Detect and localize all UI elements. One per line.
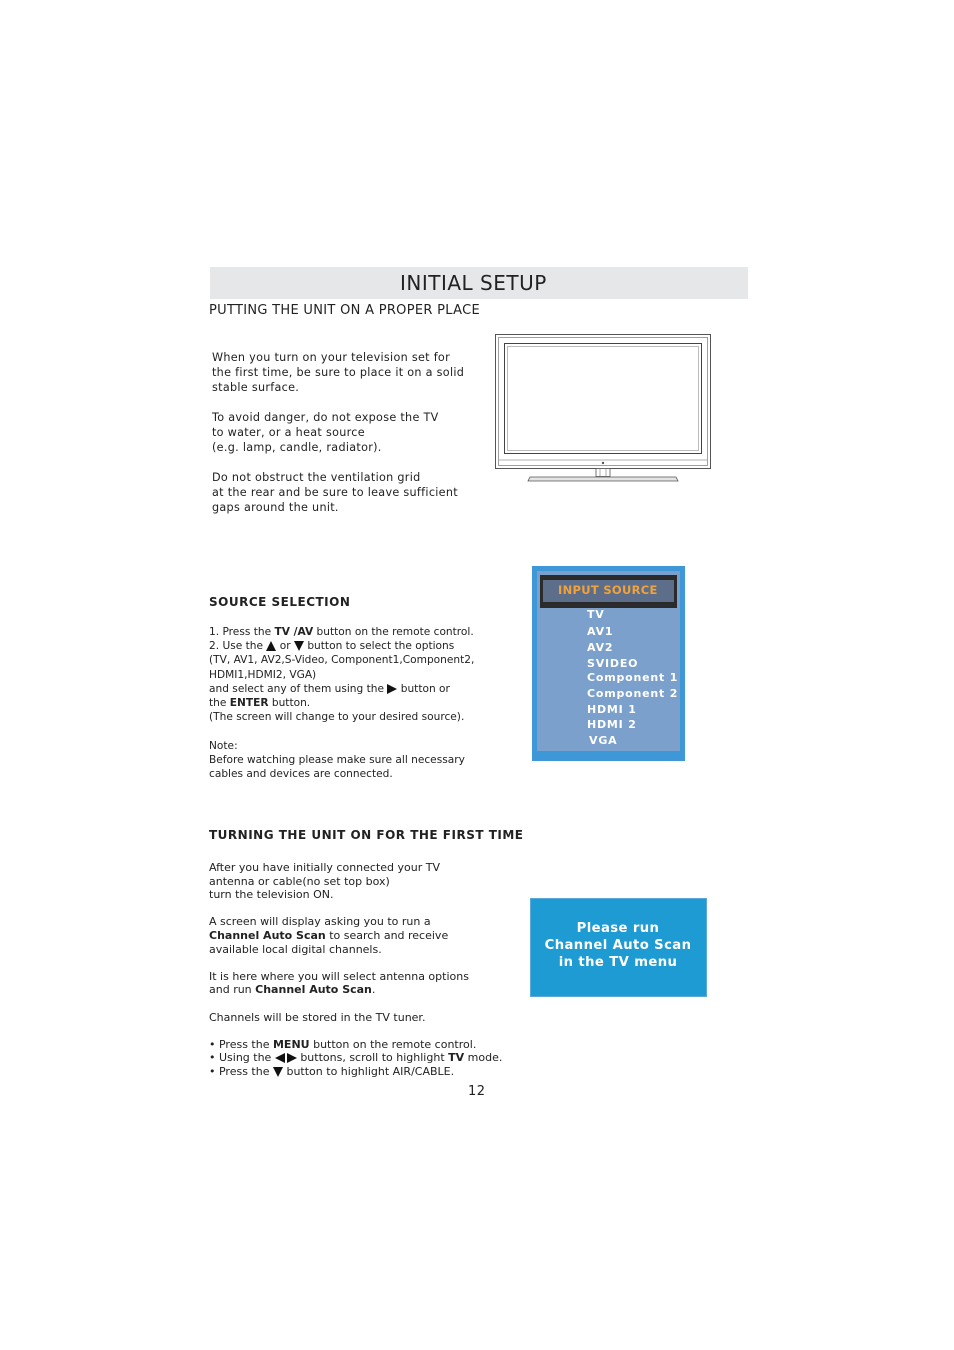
placement-line: to water, or a heat source <box>212 426 365 439</box>
screen-change-line: (The screen will change to your desired source). <box>209 711 465 724</box>
step-1: 1. Press the TV /AV button on the remote control. <box>209 626 474 638</box>
text-line: It is here where you will select antenna options <box>209 969 469 983</box>
placement-line: the first time, be sure to place it on a solid <box>212 366 465 379</box>
page-number: 12 <box>468 1084 486 1099</box>
placement-line: When you turn on your television set for <box>212 351 450 364</box>
placement-line: stable surface. <box>212 381 300 394</box>
down-arrow-icon <box>273 1067 283 1077</box>
right-arrow-icon <box>287 1053 297 1063</box>
section-heading-placement: PUTTING THE UNIT ON A PROPER PLACE <box>209 303 480 318</box>
right-arrow-icon <box>387 684 397 694</box>
placement-line: gaps around the unit. <box>212 501 339 514</box>
menu-item-hdmi-2[interactable]: HDMI 2 <box>587 718 637 731</box>
tv-mode-term: TV <box>448 1051 465 1065</box>
bullet-air-cable: • Press the button to highlight AIR/CABLE. <box>209 1064 455 1078</box>
note-line: Before watching please make sure all necessary <box>209 753 465 766</box>
note-line: cables and devices are connected. <box>209 768 393 781</box>
placement-line <box>212 455 492 470</box>
placement-line: at the rear and be sure to leave sufficient <box>212 486 458 499</box>
up-arrow-icon <box>266 641 276 651</box>
menu-item-tv[interactable]: TV <box>587 608 605 621</box>
options-line: HDMI1,HDMI2, VGA) <box>209 668 317 681</box>
menu-title: INPUT SOURCE <box>558 583 658 597</box>
text-line: and run Channel Auto Scan. <box>209 983 376 997</box>
menu-item-component-2[interactable]: Component 2 <box>587 687 679 700</box>
text-line: antenna or cable(no set top box) <box>209 874 390 888</box>
placement-line <box>212 395 492 410</box>
menu-item-av2[interactable]: AV2 <box>587 641 614 654</box>
placement-line: Do not obstruct the ventilation grid <box>212 471 421 484</box>
enter-line: the ENTER button. <box>209 697 311 710</box>
first-time-instructions <box>209 861 519 1079</box>
section-heading-source: SOURCE SELECTION <box>209 595 351 609</box>
text-line: A screen will display asking you to run a <box>209 915 431 929</box>
page-title: INITIAL SETUP <box>400 271 547 295</box>
prompt-line: Channel Auto Scan <box>544 938 692 953</box>
text-line: After you have initially connected your TV <box>209 861 440 874</box>
select-line: and select any of them using the button or <box>209 682 450 695</box>
channel-auto-scan-term: Channel Auto Scan <box>255 983 372 997</box>
step-2: 2. Use the or button to select the options <box>209 640 455 653</box>
menu-item-svideo[interactable]: SVIDEO <box>587 657 639 670</box>
channel-auto-scan-term: Channel Auto Scan <box>209 928 326 942</box>
options-line: (TV, AV1, AV2,S-Video, Component1,Component2, <box>209 654 475 667</box>
text-line: turn the television ON. <box>209 888 334 902</box>
menu-item-av1[interactable]: AV1 <box>587 625 614 638</box>
text-line: available local digital channels. <box>209 942 382 956</box>
section-heading-first-time: TURNING THE UNIT ON FOR THE FIRST TIME <box>209 828 524 842</box>
tv-av-key: TV /AV <box>274 626 314 638</box>
bullet-scroll: • Using the buttons, scroll to highlight TV mode. <box>209 1051 503 1065</box>
left-arrow-icon <box>275 1053 285 1063</box>
menu-key: MENU <box>272 1037 310 1051</box>
note-label: Note: <box>209 739 238 752</box>
placement-instructions <box>212 350 492 515</box>
placement-line: To avoid danger, do not expose the TV <box>212 411 439 424</box>
prompt-line: in the TV menu <box>558 955 678 970</box>
channel-scan-prompt-text <box>530 920 706 971</box>
prompt-line: Please run <box>576 921 660 936</box>
placement-line: (e.g. lamp, candle, radiator). <box>212 441 382 454</box>
source-instructions <box>209 625 509 781</box>
menu-item-vga[interactable]: VGA <box>589 734 618 747</box>
down-arrow-icon <box>294 641 304 651</box>
menu-item-component-1[interactable]: Component 1 <box>587 671 679 684</box>
text-line: Channel Auto Scan to search and receive <box>209 928 449 942</box>
menu-item-hdmi-1[interactable]: HDMI 1 <box>587 703 637 716</box>
enter-key: ENTER <box>229 697 269 710</box>
text-line: Channels will be stored in the TV tuner. <box>209 1010 426 1024</box>
bullet-menu: • Press the MENU button on the remote control. <box>209 1037 477 1051</box>
tv-illustration <box>490 330 716 488</box>
